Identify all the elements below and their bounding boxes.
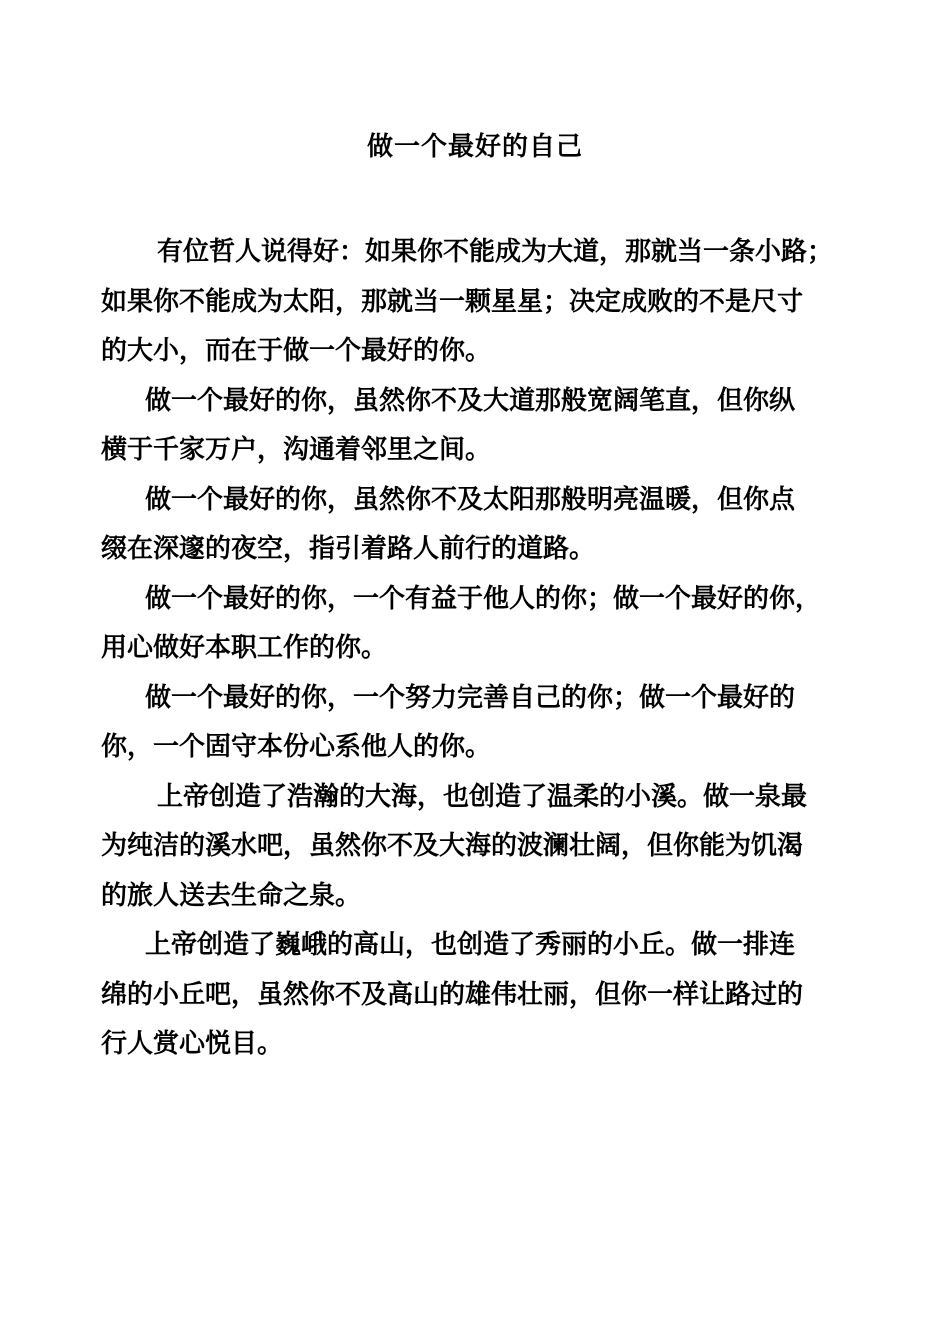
paragraph-line: 有位哲人说得好：如果你不能成为大道，那就当一条小路；: [157, 237, 834, 267]
paragraph-line: 你，一个固守本份心系他人的你。: [101, 732, 492, 762]
paragraph-line: 为纯洁的溪水吧，虽然你不及大海的波澜壮阔，但你能为饥渴: [101, 831, 804, 861]
paragraph-line: 做一个最好的你，一个有益于他人的你；做一个最好的你，: [145, 583, 822, 614]
paragraph-6: [101, 773, 871, 922]
document-body: [101, 228, 871, 1070]
paragraph-line: 的大小，而在于做一个最好的你。: [101, 336, 492, 366]
paragraph-line: 缀在深邃的夜空，指引着路人前行的道路。: [101, 534, 596, 564]
paragraph-line: 绵的小丘吧，虽然你不及高山的雄伟壮丽，但你一样让路过的: [101, 979, 804, 1010]
paragraph-7: [101, 921, 871, 1070]
paragraph-1: [101, 228, 871, 377]
paragraph-line: 做一个最好的你，一个努力完善自己的你；做一个最好的: [145, 682, 796, 713]
paragraph-line: 上帝创造了巍峨的高山，也创造了秀丽的小丘。做一排连: [145, 930, 796, 960]
document-title: 做一个最好的自己: [366, 132, 583, 162]
paragraph-line: 用心做好本职工作的你。: [101, 633, 388, 663]
paragraph-3: [101, 476, 871, 575]
paragraph-line: 的旅人送去生命之泉。: [101, 880, 362, 911]
paragraph-line: 做一个最好的你，虽然你不及太阳那般明亮温暖，但你点: [145, 484, 796, 515]
paragraph-line: 如果你不能成为太阳，那就当一颗星星；决定成败的不是尺寸: [101, 286, 804, 317]
paragraph-line: 上帝创造了浩瀚的大海，也创造了温柔的小溪。做一泉最: [157, 781, 808, 812]
paragraph-line: 做一个最好的你，虽然你不及大道那般宽阔笔直，但你纵: [145, 385, 796, 416]
paragraph-2: [101, 377, 871, 476]
paragraph-line: 横于千家万户，沟通着邻里之间。: [101, 435, 492, 465]
paragraph-5: [101, 674, 871, 773]
paragraph-line: 行人赏心悦目。: [101, 1029, 284, 1059]
paragraph-4: [101, 575, 871, 674]
